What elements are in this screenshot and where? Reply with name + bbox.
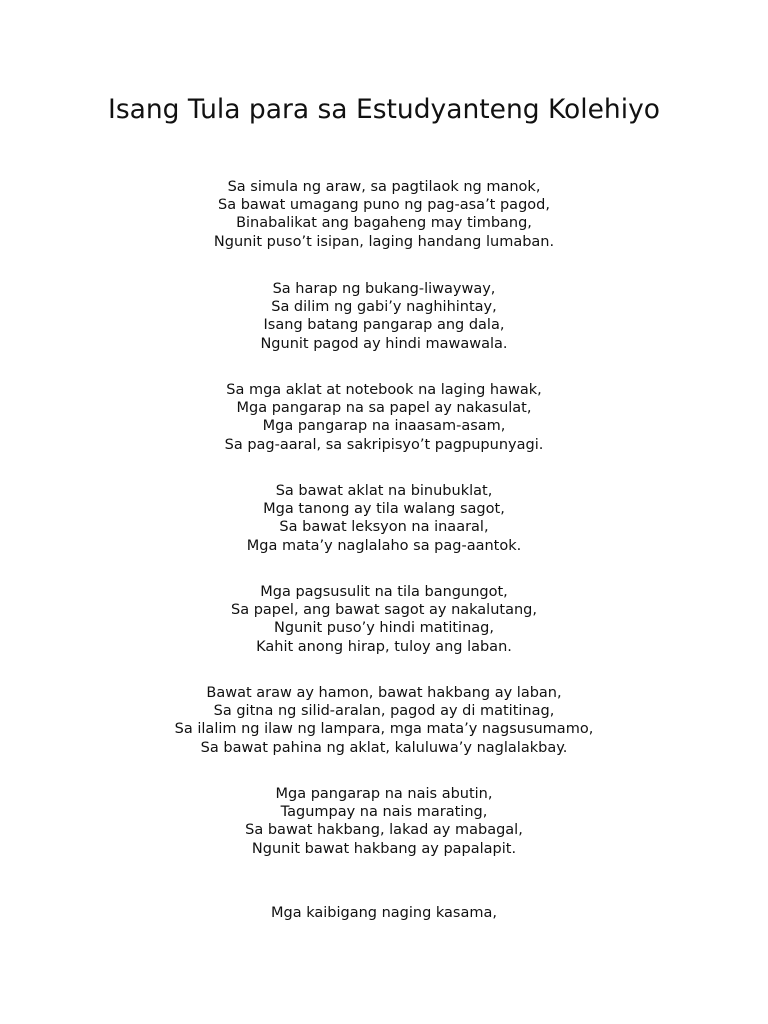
- poem-line: Sa mga aklat at notebook na laging hawak,: [226, 382, 542, 398]
- stanza-6: [0, 684, 768, 757]
- page-title: Isang Tula para sa Estudyanteng Kolehiyo: [108, 94, 660, 125]
- poem-line: Mga mata’y naglalaho sa pag-aantok.: [246, 537, 522, 554]
- poem-line: Ngunit puso’t isipan, laging handang lumaban.: [213, 233, 555, 250]
- poem-line: Sa bawat umagang puno ng pag-asa’t pagod,: [218, 197, 550, 214]
- poem-line: Mga pangarap na sa papel ay nakasulat,: [236, 400, 532, 417]
- poem-line: Sa bawat hakbang, lakad ay mabagal,: [245, 822, 523, 839]
- poem-line: Sa simula ng araw, sa pagtilaok ng manok,: [227, 179, 541, 195]
- poem-line: Mga pangarap na nais abutin,: [275, 786, 493, 802]
- poem-line: Sa ilalim ng ilaw ng lampara, mga mata’y nagsusumamo,: [174, 721, 594, 738]
- poem-line: Kahit anong hirap, tuloy ang laban.: [256, 638, 512, 655]
- poem-line: Ngunit puso’y hindi matitinag,: [274, 620, 494, 637]
- poem-line: Binabalikat ang bagaheng may timbang,: [236, 215, 532, 232]
- poem-line: Ngunit bawat hakbang ay papalapit.: [251, 840, 517, 857]
- poem-line: Mga pangarap na inaasam-asam,: [262, 418, 506, 435]
- poem-line: Sa pag-aaral, sa sakripisyo’t pagpupunyagi.: [224, 436, 544, 453]
- poem-line: Ngunit pagod ay hindi mawawala.: [260, 335, 508, 352]
- poem-line: Mga pagsusulit na tila bangungot,: [260, 584, 508, 600]
- poem-line: Sa dilim ng gabi’y naghihintay,: [271, 299, 497, 316]
- poem-line: Bawat araw ay hamon, bawat hakbang ay laban,: [206, 685, 562, 701]
- poem-line: Tagumpay na nais marating,: [280, 804, 488, 821]
- stanza-5: [0, 583, 768, 656]
- poem-line: Sa gitna ng silid-aralan, pagod ay di matitinag,: [213, 703, 555, 720]
- stanza-4: [0, 482, 768, 555]
- poem-line: Mga tanong ay tila walang sagot,: [263, 501, 505, 518]
- poem-line: Isang batang pangarap ang dala,: [263, 317, 505, 334]
- stanza-1: [0, 178, 768, 251]
- stanza-8: [0, 904, 768, 922]
- poem-line: Sa bawat aklat na binubuklat,: [275, 483, 493, 499]
- poem-line: Sa papel, ang bawat sagot ay nakalutang,: [231, 602, 537, 619]
- stanza-2: [0, 280, 768, 353]
- poem-line: Sa bawat pahina ng aklat, kaluluwa’y naglalakbay.: [200, 739, 568, 756]
- poem-line: Sa bawat leksyon na inaaral,: [279, 519, 489, 536]
- stanza-3: [0, 381, 768, 454]
- poem-line: Mga kaibigang naging kasama,: [271, 905, 497, 921]
- poem-line: Sa harap ng bukang-liwayway,: [272, 281, 496, 297]
- stanza-7: [0, 785, 768, 858]
